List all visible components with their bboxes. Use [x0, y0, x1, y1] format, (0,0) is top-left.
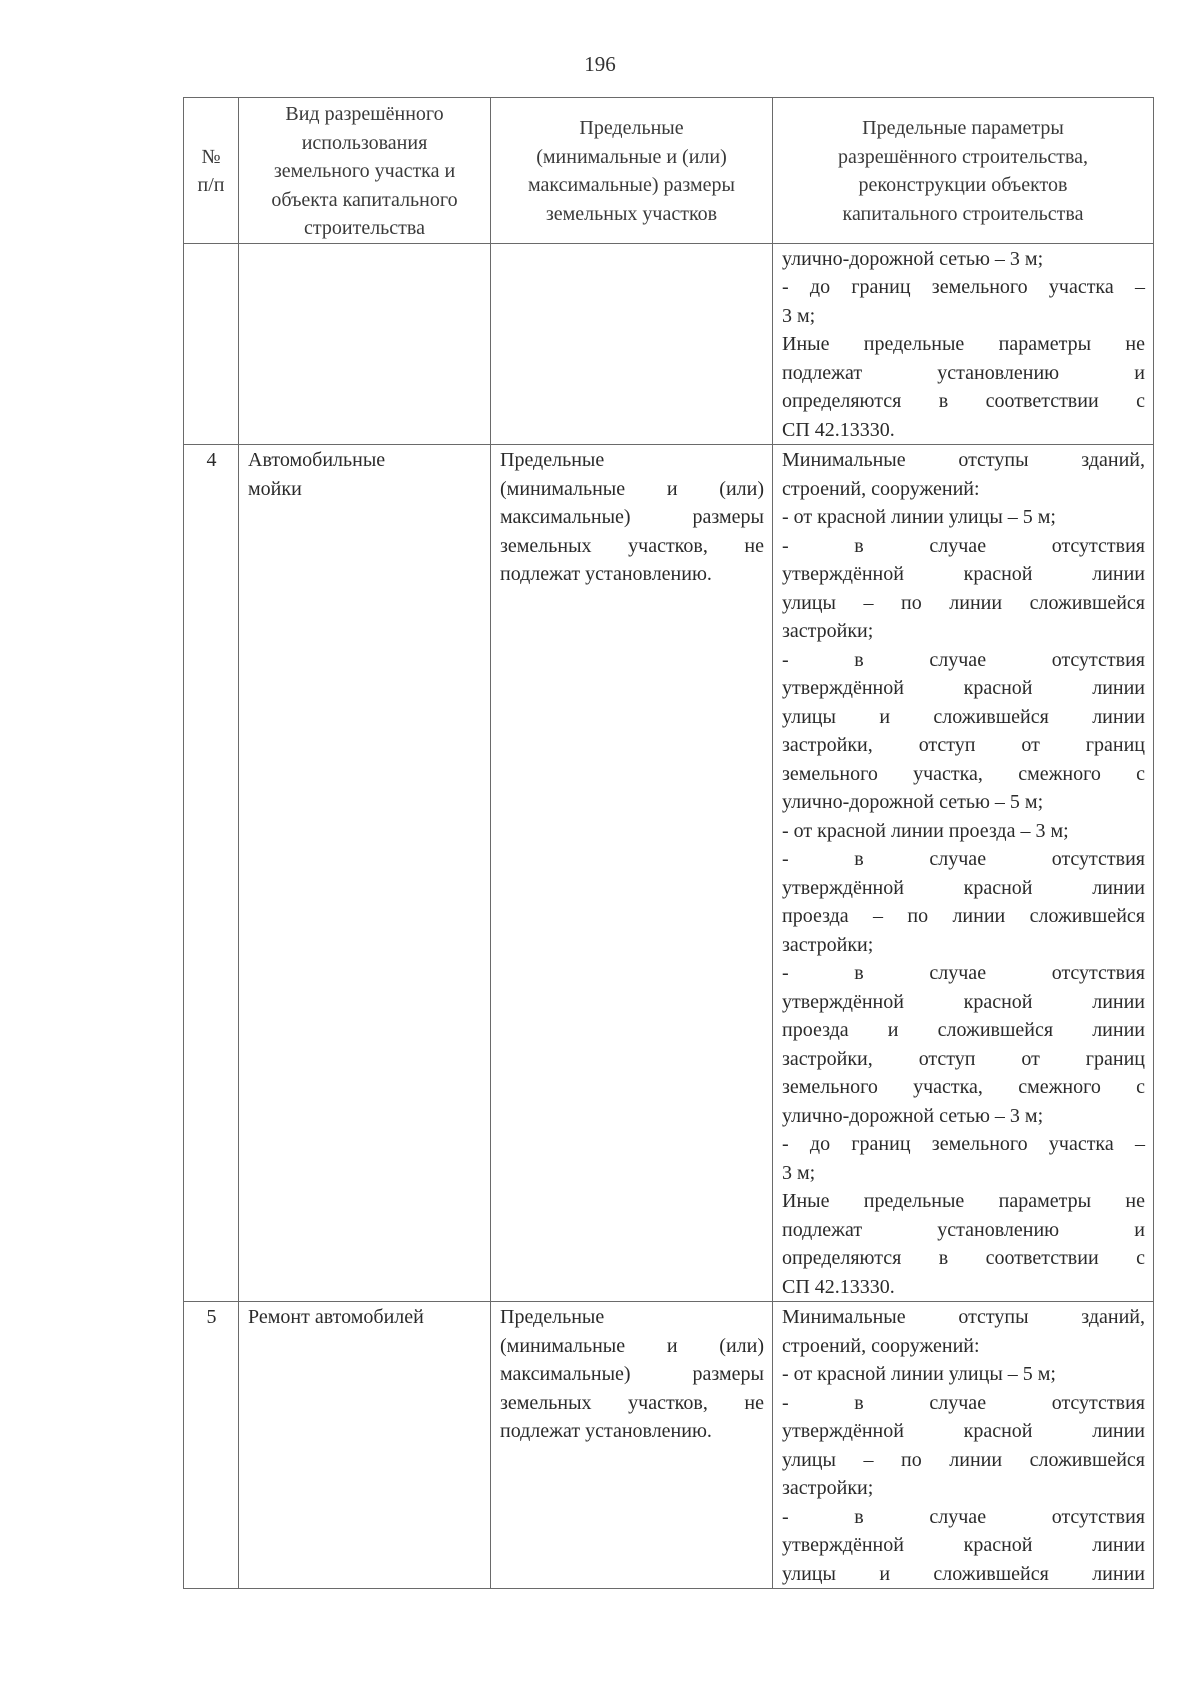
cell-line: - в случае отсутствия: [782, 1391, 1145, 1414]
cell-line: - в случае отсутствия: [782, 848, 1145, 870]
cell-line: улично-дорожной сетью – 5 м;: [782, 791, 1044, 813]
cell-line: земельных участков, не: [500, 1391, 764, 1414]
cell-size: [491, 1302, 773, 1589]
cell-line: подлежат установлению и: [782, 361, 1145, 384]
header-line: разрешённого строительства,: [838, 145, 1088, 168]
header-line: земельного участка и: [273, 160, 456, 182]
header-line: (минимальные и (или): [536, 145, 727, 168]
cell-line: подлежат установлению.: [500, 563, 712, 585]
cell-line: утверждённой красной линии: [782, 1420, 1145, 1442]
cell-line: утверждённой красной линии: [782, 1534, 1145, 1556]
cell-line: строений, сооружений:: [782, 1334, 980, 1357]
cell-line: улицы – по линии сложившейся: [782, 1448, 1145, 1471]
cell-line: подлежат установлению.: [500, 1420, 712, 1442]
cell-line: улицы – по линии сложившейся: [782, 591, 1145, 614]
table-row: [184, 1302, 1154, 1589]
cell-line: земельных участков, не: [500, 534, 764, 557]
header-line: использования: [301, 131, 428, 154]
cell-line: застройки;: [782, 620, 874, 642]
cell-line: земельного участка, смежного с: [782, 1076, 1145, 1098]
cell-line: земельного участка, смежного с: [782, 762, 1145, 785]
cell-line: утверждённой красной линии: [782, 876, 1145, 899]
cell-line: улицы и сложившейся линии: [782, 1562, 1145, 1585]
header-line: Вид разрешённого: [285, 103, 444, 125]
cell-line: 3 м;: [782, 1161, 816, 1184]
row-number-cell: [184, 243, 239, 445]
cell-line: Минимальные отступы зданий,: [782, 449, 1145, 471]
cell-line: проезда и сложившейся линии: [782, 1019, 1145, 1041]
header-line: капитального строительства: [842, 202, 1084, 225]
cell-line: - от красной линии улицы – 5 м;: [782, 506, 1056, 528]
header-params: [773, 98, 1154, 244]
row-number-cell: 5: [184, 1302, 239, 1589]
cell-line: Автомобильные: [248, 449, 386, 471]
row-number-cell: 4: [184, 445, 239, 1302]
cell-line: Иные предельные параметры не: [782, 1190, 1145, 1212]
header-line: земельных участков: [545, 202, 718, 225]
cell-params: [773, 445, 1154, 1302]
cell-line: утверждённой красной линии: [782, 677, 1145, 699]
header-size: [491, 98, 773, 244]
cell-line: утверждённой красной линии: [782, 563, 1145, 585]
regulations-table: [183, 97, 1154, 1589]
cell-line: улично-дорожной сетью – 3 м;: [782, 1104, 1044, 1127]
cell-line: (минимальные и (или): [500, 1334, 764, 1357]
cell-line: улично-дорожной сетью – 3 м;: [782, 247, 1044, 270]
header-num: [184, 98, 239, 244]
cell-line: - в случае отсутствия: [782, 962, 1145, 984]
cell-line: (минимальные и (или): [500, 477, 764, 500]
cell-line: Предельные: [500, 1306, 605, 1328]
header-line: строительства: [304, 217, 425, 239]
cell-params: [773, 243, 1154, 445]
table-row: [184, 445, 1154, 1302]
cell-line: - от красной линии проезда – 3 м;: [782, 819, 1069, 842]
header-line: п/п: [197, 174, 225, 197]
cell-line: застройки, отступ от границ: [782, 1047, 1145, 1070]
cell-line: подлежат установлению и: [782, 1218, 1145, 1241]
cell-line: СП 42.13330.: [782, 418, 895, 441]
table-header: [184, 98, 1154, 244]
cell-line: СП 42.13330.: [782, 1275, 895, 1298]
cell-line: строений, сооружений:: [782, 477, 980, 500]
header-line: №: [201, 145, 221, 168]
cell-line: - до границ земельного участка –: [782, 1133, 1145, 1155]
cell-line: застройки, отступ от границ: [782, 734, 1145, 756]
cell-line: застройки;: [782, 933, 874, 956]
header-row: [184, 98, 1154, 244]
table-row: [184, 243, 1154, 445]
cell-line: - в случае отсутствия: [782, 1505, 1145, 1528]
cell-use: [239, 445, 491, 1302]
cell-size: [491, 445, 773, 1302]
cell-line: определяются в соответствии с: [782, 1247, 1145, 1269]
header-use: [239, 98, 491, 244]
cell-line: - в случае отсутствия: [782, 648, 1145, 671]
cell-params: [773, 1302, 1154, 1589]
cell-line: определяются в соответствии с: [782, 390, 1145, 412]
header-line: Предельные: [579, 117, 684, 140]
cell-line: 3 м;: [782, 304, 816, 327]
page-number: 196: [584, 52, 616, 76]
cell-line: - до границ земельного участка –: [782, 276, 1145, 298]
cell-line: мойки: [248, 477, 302, 500]
table-body: [184, 243, 1154, 1589]
cell-size: [491, 243, 773, 445]
cell-line: - от красной линии улицы – 5 м;: [782, 1363, 1056, 1385]
cell-line: максимальные) размеры: [500, 506, 764, 528]
header-line: Предельные параметры: [862, 117, 1064, 140]
cell-line: Ремонт автомобилей: [248, 1306, 424, 1328]
cell-line: проезда – по линии сложившейся: [782, 905, 1145, 927]
header-line: реконструкции объектов: [858, 174, 1068, 197]
cell-line: Предельные: [500, 449, 605, 471]
header-line: объекта капитального: [271, 188, 458, 211]
header-line: максимальные) размеры: [527, 174, 735, 197]
cell-line: утверждённой красной линии: [782, 990, 1145, 1013]
cell-line: застройки;: [782, 1477, 874, 1499]
cell-line: - в случае отсутствия: [782, 534, 1145, 557]
cell-use: [239, 243, 491, 445]
cell-line: Минимальные отступы зданий,: [782, 1306, 1145, 1328]
cell-line: Иные предельные параметры не: [782, 333, 1145, 355]
cell-line: улицы и сложившейся линии: [782, 705, 1145, 728]
cell-use: [239, 1302, 491, 1589]
cell-line: максимальные) размеры: [500, 1363, 764, 1385]
